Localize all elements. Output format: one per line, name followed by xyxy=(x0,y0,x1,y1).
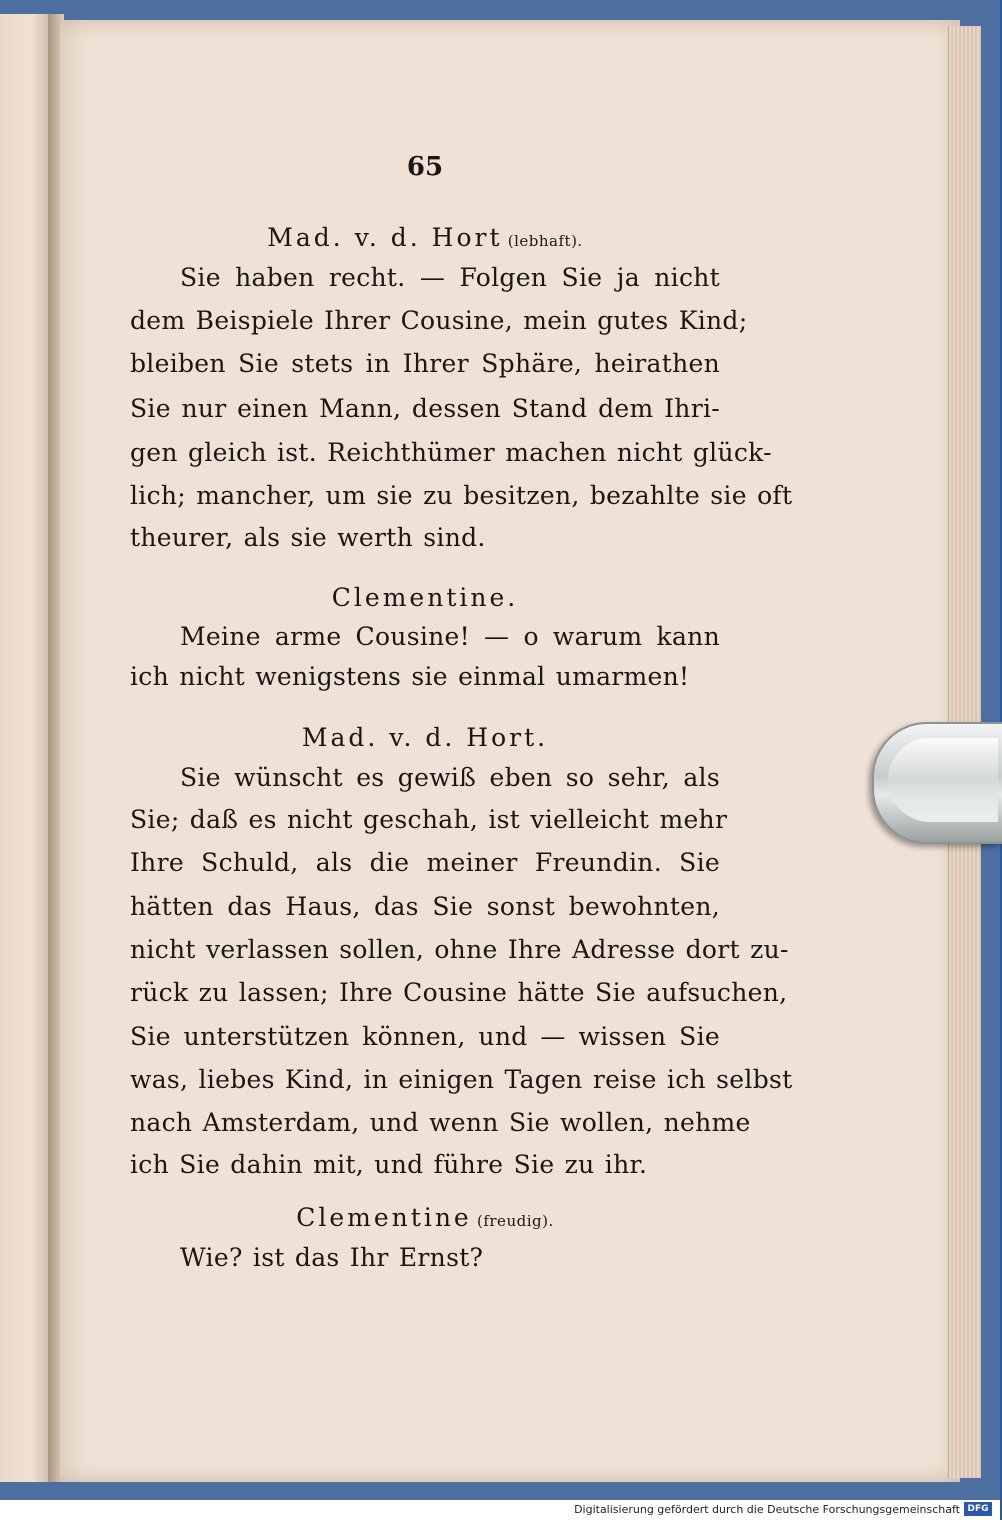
speaker-heading xyxy=(130,718,720,758)
speaker-name: Mad. v. d. Hort. xyxy=(301,723,549,752)
stage-direction: (freudig). xyxy=(471,1212,554,1230)
text-line: Sie; daß es nicht geschah, ist vielleicht mehr xyxy=(130,805,728,834)
speaker-name: Mad. v. d. Hort xyxy=(267,223,503,252)
stage-direction: (lebhaft). xyxy=(502,232,583,250)
speaker-name: Clementine xyxy=(296,1203,472,1232)
footer-credit: Digitalisierung gefördert durch die Deutsche Forschungsgemeinschaft xyxy=(574,1503,960,1516)
text-line: dem Beispiele Ihrer Cousine, mein gutes Kind; xyxy=(130,306,748,335)
text-line: ich Sie dahin mit, und führe Sie zu ihr. xyxy=(130,1150,648,1179)
text-line: Sie haben recht. — Folgen Sie ja nicht xyxy=(180,263,720,292)
text-line: nach Amsterdam, und wenn Sie wollen, nehme xyxy=(130,1108,751,1137)
text-line: was, liebes Kind, in einigen Tagen reise ich selbst xyxy=(130,1065,793,1094)
text-line: bleiben Sie stets in Ihrer Sphäre, heirathen xyxy=(130,349,720,378)
footer-bar xyxy=(0,1500,1000,1520)
dfg-logo-icon: DFG xyxy=(964,1502,992,1516)
text-line: lich; mancher, um sie zu besitzen, bezahlte sie oft xyxy=(130,481,793,510)
left-page-edge xyxy=(0,14,54,1482)
text-line: gen gleich ist. Reichthümer machen nicht glück- xyxy=(130,438,772,467)
text-line: Sie unterstützen können, und — wissen Sie xyxy=(130,1022,720,1051)
text-line: rück zu lassen; Ihre Cousine hätte Sie aufsuchen, xyxy=(130,978,788,1007)
text-line: ich nicht wenigstens sie einmal umarmen! xyxy=(130,662,690,691)
text-line: Wie? ist das Ihr Ernst? xyxy=(180,1243,484,1272)
speaker-heading xyxy=(130,578,720,618)
text-line: hätten das Haus, das Sie sonst bewohnten, xyxy=(130,892,720,921)
page-number: 65 xyxy=(406,152,444,182)
text-line: nicht verlassen sollen, ohne Ihre Adresse dort zu- xyxy=(130,935,789,964)
page-clip xyxy=(872,722,1002,844)
speaker-name: Clementine. xyxy=(331,583,519,612)
speaker-heading xyxy=(130,218,720,258)
text-line: theurer, als sie werth sind. xyxy=(130,523,486,552)
text-line: Sie nur einen Mann, dessen Stand dem Ihri- xyxy=(130,394,720,423)
text-line: Meine arme Cousine! — o warum kann xyxy=(180,622,720,651)
text-line: Ihre Schuld, als die meiner Freundin. Sie xyxy=(130,848,720,877)
text-line: Sie wünscht es gewiß eben so sehr, als xyxy=(180,763,720,792)
speaker-heading xyxy=(130,1198,720,1238)
